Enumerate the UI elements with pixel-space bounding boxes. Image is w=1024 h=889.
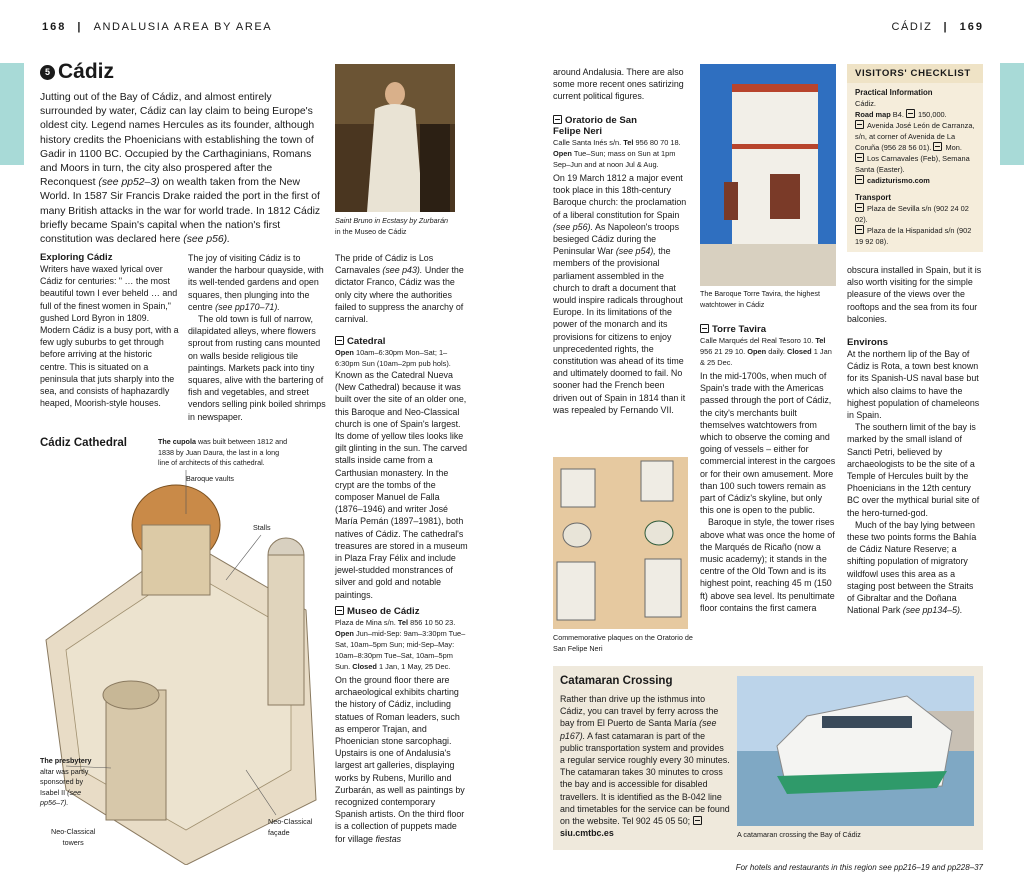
tel-label: Tel [623, 138, 634, 147]
museo-title: Museo de Cádiz [347, 606, 420, 617]
exploring-section [40, 252, 180, 409]
oratorio-title: Oratorio de San [565, 115, 637, 126]
market-icon [933, 142, 942, 151]
closed-text: 1 Jan, 1 May, 25 Dec. [378, 662, 451, 671]
label-stalls: Stalls [253, 523, 271, 532]
label-cupola [158, 437, 290, 469]
body-text: On the ground floor there are archaeological exhibits charting the history of Cádiz, including statues of Roman leaders, such as emperor Trajan, and Phoenician stone sarcophagi. Upstairs is one of Andalusia's largest art galleries, displaying works by Rubens, Murillo and Zurbarán, as well as paintings by recognized contemporary Spanish artists. On the third floor is a collection of puppets made for village [335, 675, 465, 844]
presbytery-block [106, 690, 166, 820]
body-text: The pride of Cádiz is Los Carnavales [335, 253, 434, 276]
practical-heading: Practical Information [855, 88, 933, 97]
open-label: Open [335, 629, 354, 638]
checklist-title: VISITORS' CHECKLIST [847, 64, 983, 83]
bus-line [855, 225, 975, 247]
tel-text: 956 21 29 10. [700, 347, 746, 356]
page-title-text: Cádiz [58, 60, 115, 83]
museo-heading [335, 606, 469, 617]
label-bold: The presbytery [40, 756, 92, 765]
body-text: On 19 March 1812 a major event took place in this 18th-century Baroque church: the proclamation of a liberal constitution for Spain [553, 173, 687, 220]
checklist-body [847, 83, 983, 247]
plaque [645, 521, 673, 545]
road-map-label: Road map [855, 110, 891, 119]
tel-text: 956 80 70 18. [635, 138, 681, 147]
body-text: As Napoleon's troops besieged Cádiz during the Peninsular War [553, 221, 680, 257]
section-title-right: CÁDIZ [891, 21, 933, 33]
intro-paragraph [40, 91, 323, 247]
torre-cont-text: obscura installed in Spain, but it is also worth visiting for the simple pleasure of the views over the rooftops and the sea from its four balconies. [847, 265, 982, 324]
saint-bruno-painting [335, 64, 455, 212]
plaque [561, 469, 595, 507]
intro-text: Jutting out of the Bay of Cádiz, and almost entirely surrounded by water, Cádiz can lay claim to being Europe's oldest city. Legend names Hercules as its founder, although history credits the Phoenicians with establishing the town of Gadir in 1100 BC. Occupied by the Carthaginians, Romans and Moors in turn, the city also prospered after the Reconquest [40, 92, 315, 189]
painting-robe [367, 104, 423, 212]
thumb-tab-left [0, 63, 24, 165]
body-text: The joy of visiting Cádiz is to wander the harbour quayside, with its well-tended gardens and open squares, then plunging into the centre [188, 253, 324, 312]
open-text: daily. [768, 347, 785, 356]
body-ref: (see p43). [382, 265, 423, 276]
torre-caption [700, 289, 838, 310]
torre-tavira-photo [700, 64, 836, 286]
road-map-line [855, 109, 975, 120]
body-ref: (see p167). [560, 718, 717, 741]
info-icon [855, 120, 864, 129]
intro-text: on wealth taken from the New World. In 1587 Sir Francis Drake raided the port in the first of many British attacks in the war for world trade. In 1812 Cádiz briefly became Spain's capital when the nation's first constitution was declared here [40, 177, 321, 246]
caption-text: watchtower in Cádiz [700, 299, 765, 309]
catamaran-text [560, 693, 730, 839]
label-bold: The cupola [158, 437, 196, 446]
page-title [40, 60, 114, 84]
footer-note: For hotels and restaurants in this region see pp216–19 and pp228–37 [735, 863, 983, 872]
label-text: Neo-Classical [51, 827, 96, 836]
header-divider: | [943, 21, 949, 33]
market-text: Mon. [945, 143, 962, 152]
painting-head [385, 82, 405, 106]
tower-icon [700, 324, 709, 333]
cupola-drum [142, 525, 210, 595]
plaque [563, 523, 591, 547]
address-text: Calle Marqués del Real Tesoro 10. [700, 336, 814, 345]
painting-caption [335, 216, 460, 237]
environs-text [847, 519, 983, 617]
festival-icon [855, 153, 864, 162]
open-label: Open [747, 347, 767, 356]
body-ref: (see pp170–71). [215, 301, 280, 312]
catedral-heading [335, 336, 469, 347]
painting-shadow [420, 124, 450, 212]
torre-section [700, 324, 836, 614]
page-number-right: 169 [959, 21, 984, 33]
page-header-left [42, 21, 272, 33]
visitors-checklist [847, 64, 983, 252]
oratorio-cont-text: around Andalusia. There are also some more recent ones satirizing current political figures. [553, 67, 684, 102]
oratorio-info [553, 137, 691, 170]
intro-ref: (see p56). [183, 234, 231, 246]
body-text: The old town is full of narrow, dilapidated alleys, where flowers sprout from rusting cans mounted on walls beside religious tile paintings. Markets pack into tiny squares, alive with the bartering of fish and vegetables, and street vendors selling pink boiled shrimps in newspaper. [188, 314, 326, 422]
section-title-left: ANDALUSIA AREA BY AREA [93, 21, 273, 33]
thumb-tab-right [1000, 63, 1024, 165]
environs-section [847, 337, 983, 616]
bus-text: Plaza de la Hispanidad s/n (902 19 92 08). [855, 226, 972, 246]
bus-icon [855, 225, 864, 234]
catedral-section [335, 336, 469, 601]
website-link[interactable]: cadizturismo.com [867, 176, 930, 185]
catamaran-photo [737, 676, 974, 826]
right-tower [268, 555, 304, 705]
oratorio-section [553, 115, 691, 416]
environs-text: At the northern lip of the Bay of Cádiz is Rota, a town best known for its Spanish-US naval base but which also claims to have the highest population of chameleons in Spain. [847, 349, 980, 421]
museo-section [335, 606, 469, 845]
museo-text [335, 674, 469, 845]
oratorio-text [553, 172, 691, 416]
caption-text: in the Museo de Cádiz [335, 226, 407, 236]
open-label: Open [553, 149, 572, 158]
tourist-office-text: Avenida José León de Carranza, s/n, at corner of Avenida de La Coruña (956 28 56 01). [855, 121, 975, 152]
caption-text: San Felipe Neri [553, 643, 603, 653]
closed-label: Closed [787, 347, 812, 356]
label-presbytery [40, 756, 100, 809]
train-line [855, 203, 975, 225]
torre-title: Torre Tavira [712, 324, 767, 335]
presbytery-dome [103, 681, 159, 709]
catedral-title: Catedral [347, 336, 386, 347]
train-text: Plaza de Sevilla s/n (902 24 02 02). [855, 204, 969, 224]
transport-heading: Transport [855, 193, 891, 202]
tel-label: Tel [815, 336, 826, 345]
open-label: Open [335, 348, 354, 357]
body-text: Rather than drive up the isthmus into Cádiz, you can travel by ferry across the bay from El Puerto de Santa María [560, 694, 719, 729]
environs-text: The southern limit of the bay is marked by the small island of Sancti Petri, believed by archaeologists to be the site of a Temple of Hercules built by the Phoenicians in the 12th century BC over the mythical burial site of the hero-turned-god. [847, 422, 980, 518]
church-icon [335, 336, 344, 345]
plaques-photo [553, 457, 688, 629]
population-value: 150,000. [917, 110, 947, 119]
tower-window [770, 174, 800, 219]
label-text: façade [268, 827, 290, 837]
label-text: was built between 1812 and 1838 by Juan Daura, the last in a long line of architects of this cathedral. [158, 437, 288, 467]
caption-text: Saint Bruno in Ecstasy by Zurbarán [335, 216, 449, 225]
web-icon [693, 816, 702, 825]
caption-text: Commemorative plaques on the Oratorio de [553, 633, 693, 642]
catamaran-windows [822, 716, 912, 728]
entry-number-badge: 5 [40, 65, 55, 80]
label-neo-facade [268, 817, 312, 838]
body-text: A fast catamaran is part of the public transportation system and provides a regular service roughly every 30 minutes. The catamaran takes 30 minutes to cross the bay and is accessible for disabled travellers. It is identified as the B-042 line and timetables for the service can be found on the website. Tel 902 45 05 50; [560, 730, 730, 827]
church-icon [553, 115, 562, 124]
open-text: Tue–Sun; mass on Sun at 1pm Sep–Jun and at noon Jul & Aug. [553, 149, 676, 169]
torre-info [700, 335, 836, 368]
plaque [645, 559, 681, 617]
open-text: Jun–mid-Sep: 9am–3:30pm Tue–Sat, 10am–5pm Sun; mid-Sep–May: 10am–8:30pm Tue–Sat, 10am–5pm Sun. [335, 629, 466, 671]
body-text: Much of the bay lying between these two points forms the Bahía de Cádiz Nature Reserve; a shifting population of migratory wildfowl uses this area as a staging post between the Straits of Gibraltar and the Doñana National Park [847, 519, 977, 616]
intro-ref: (see pp52–3) [98, 177, 160, 189]
body-ref: (see pp134–5). [902, 605, 963, 616]
body-italic: fiestas [375, 833, 402, 844]
catamaran-section [560, 675, 730, 839]
oratorio-title: Felipe Neri [553, 126, 603, 137]
torre-text: Baroque in style, the tower rises above what was once the home of the Marqués de Ricaño (now a music academy); it stands in the centre of the Old Town and is its highest point, reaching 45 m (150 ft) above sea level. Its penultimate floor contains the first camera [700, 517, 835, 613]
museo-info [335, 617, 469, 672]
body-ref: (see p56). [553, 221, 593, 232]
torre-heading [700, 324, 836, 335]
tower-window [724, 182, 738, 220]
label-ref: (see pp56–7). [40, 787, 82, 807]
catamaran-caption: A catamaran crossing the Bay of Cádiz [737, 830, 861, 839]
rooftops [700, 244, 836, 286]
plaques-caption [553, 633, 693, 654]
website-line [855, 175, 975, 186]
festival-text: Los Carnavales (Feb), Semana Santa (Easter). [855, 154, 970, 174]
closed-text: 1 Jan & 25 Dec. [700, 347, 832, 367]
label-text: altar was partly sponsored by Isabel II [40, 766, 89, 797]
environs-heading: Environs [847, 337, 889, 348]
column-three-text [335, 252, 469, 325]
body-text: Under the dictator Franco, Cádiz was the only city where the authorities failed to suppress the anarchy of carnival. [335, 265, 464, 325]
plaque [557, 562, 595, 620]
museum-icon [335, 606, 344, 615]
population-icon [906, 109, 915, 118]
tower-band [732, 84, 818, 92]
address-text: Calle Santa Inés s/n. [553, 138, 622, 147]
tower-band [732, 144, 818, 149]
label-baroque-vaults: Baroque vaults [186, 474, 234, 483]
column-two-text [188, 252, 328, 423]
web-icon [855, 175, 864, 184]
train-icon [855, 203, 864, 212]
practical-city: Cádiz. [855, 99, 876, 108]
oratorio-heading [553, 115, 691, 137]
torre-text: In the mid-1700s, when much of Spain's trade with the Americas passed through the port of Cádiz, the city's merchants built themselves watchtowers from which to observe the coming and going of vessels – either for commercial interest in the cargoes or for their own amusement. More than 100 such towers remain as part of Cádiz's skyline, but only this one is open to the public. [700, 371, 836, 516]
exploring-text: Writers have waxed lyrical over Cádiz for centuries: " … the most beautiful town I ever beheld … and full of the finest women in Spain," gushed Lord Byron in 1809. Modern Cádiz is a busy port, with a few ugly suburbs to get through before arriving at the historic centre. This is situated on a peninsula that juts sharply into the sea, and consists of haphazardly heaped, Moorish-style houses. [40, 264, 179, 409]
closed-label: Closed [352, 662, 377, 671]
tel-label: Tel [397, 618, 409, 627]
cathedral-diagram-title: Cádiz Cathedral [40, 437, 127, 449]
open-text: 10am–6:30pm Mon–Sat; 1–6:30pm Sun (10am–2pm pub hols). [335, 348, 451, 368]
header-divider: | [77, 21, 83, 33]
catedral-text: Known as the Catedral Nueva (New Cathedral) because it was built over the site of an older one, this Baroque and Neo-Classical church is one of Spain's largest. Its dome of yellow tiles looks like gilt glinting in the sun. The carved stalls inside came from a Carthusian monastery. In the crypt are the tombs of the composer Manuel de Falla (1876–1946) and writer José María Pemán (1897–1981), both natives of Cádiz. The cathedral's treasures are stored in a museum in Plaza Fray Félix and include jewel-studded monstrances of silver and gold and notable paintings. [335, 370, 468, 600]
page-header-right [891, 21, 984, 33]
label-text: Neo-Classical [268, 817, 313, 826]
catamaran-website-link[interactable]: siu.cmtbc.es [560, 828, 614, 839]
label-text: towers [62, 837, 84, 847]
catedral-hours [335, 347, 469, 369]
road-map-value: B4. [892, 110, 904, 119]
plaque [641, 461, 673, 501]
tourist-office-line [855, 120, 975, 175]
body-text: the members of the provisional parliament assembled in the church to draft a document that would inspire radicals throughout Europe. In its limitations of the power of the monarch and its provisions for citizens to enjoy unprecedented rights, the constitution was ahead of its time and ultimately doomed to fail. No sooner had the French been driven out of Spain in 1814 than it was repealed by Fernando VII. [553, 246, 686, 415]
label-neo-towers [51, 827, 95, 848]
tel-text: 856 10 50 23. [410, 618, 456, 627]
catamaran-heading: Catamaran Crossing [560, 675, 673, 687]
address-text: Plaza de Mina s/n. [335, 618, 396, 627]
caption-text: The Baroque Torre Tavira, the highest [700, 289, 820, 298]
page-number-left: 168 [42, 21, 67, 33]
body-ref: (see p54), [615, 246, 656, 257]
exploring-heading: Exploring Cádiz [40, 252, 113, 263]
